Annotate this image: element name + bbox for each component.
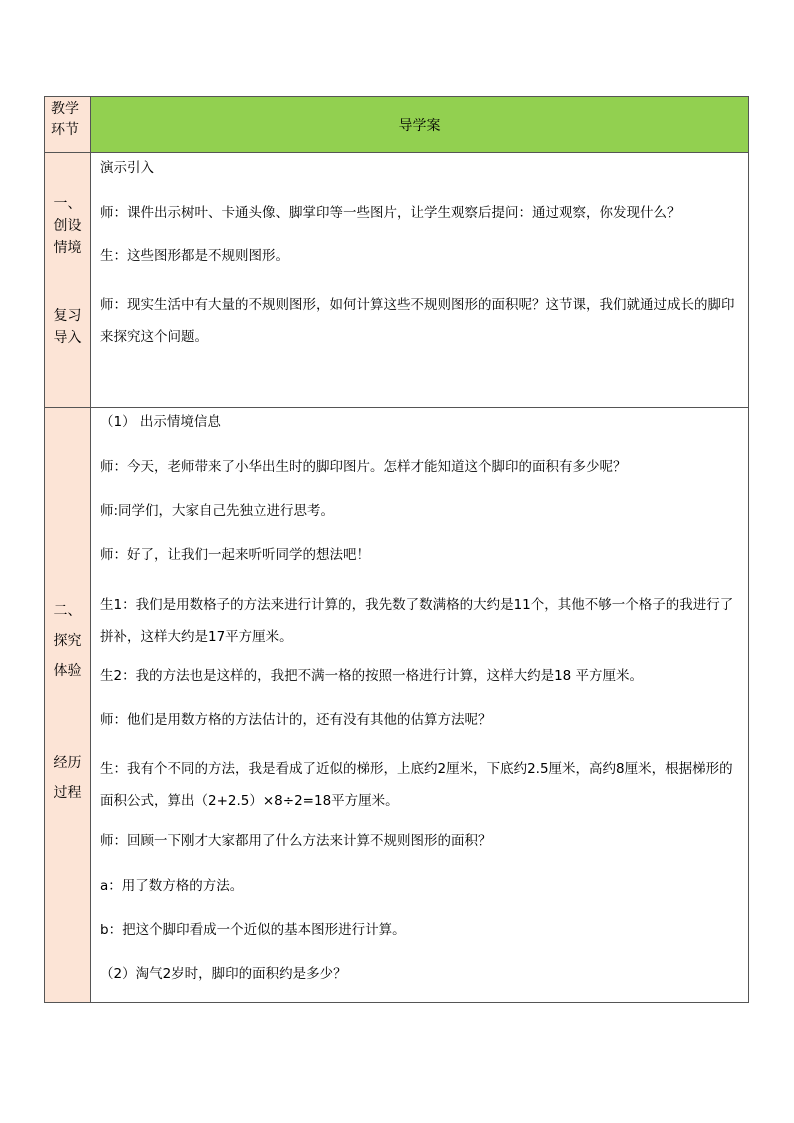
section2-paragraph: 师：今天，老师带来了小华出生时的脚印图片。怎样才能知道这个脚印的面积有多少呢？ xyxy=(100,459,627,475)
row-divider xyxy=(45,152,748,153)
section2-paragraph: （1） 出示情境信息 xyxy=(100,414,221,430)
section1-paragraph: 师：现实生活中有大量的不规则图形，如何计算这些不规则图形的面积呢？这节课，我们就通过成长的脚印来探究这个问题。 xyxy=(100,297,735,345)
section1-label-a: 一、创设情境 xyxy=(53,196,82,256)
section1-left-cell xyxy=(45,153,90,407)
section2-paragraph: （2）淘气2岁时，脚印的面积约是多少？ xyxy=(100,966,347,982)
section2-paragraph: 生2：我的方法也是这样的，我把不满一格的按照一格进行计算，这样大约是18 平方厘米。 xyxy=(100,668,644,684)
section2-paragraph: 师：回顾一下刚才大家都用了什么方法来计算不规则图形的面积？ xyxy=(100,833,492,849)
section1-paragraph: 生：这些图形都是不规则图形。 xyxy=(100,248,289,264)
header-left-cell xyxy=(45,97,90,152)
section2-paragraph: 师：好了，让我们一起来听听同学的想法吧！ xyxy=(100,547,370,563)
section2-label-b: 经历过程 xyxy=(53,755,82,801)
row-divider xyxy=(45,407,748,408)
header-col1-label: 教学环节 xyxy=(51,101,79,138)
section2-paragraph: 生1：我们是用数格子的方法来进行计算的，我先数了数满格的大约是11个，其他不够一个格子的我进行了拼补，这样大约是17平方厘米。 xyxy=(100,597,734,645)
section2-left-cell xyxy=(45,408,90,1002)
section2-paragraph: 师：他们是用数方格的方法估计的，还有没有其他的估算方法呢？ xyxy=(100,712,492,728)
section1-paragraph: 演示引入 xyxy=(100,160,154,176)
lesson-plan-table xyxy=(44,96,749,1003)
section2-paragraph: 师:同学们，大家自己先独立进行思考。 xyxy=(100,503,335,519)
section2-paragraph: 生：我有个不同的方法，我是看成了近似的梯形，上底约2厘米，下底约2.5厘米，高约8厘米，根据梯形的面积公式，算出（2+2.5）×8÷2=18平方厘米。 xyxy=(100,761,733,809)
section2-paragraph: a：用了数方格的方法。 xyxy=(100,878,244,894)
section2-label-a: 二、探究体验 xyxy=(53,603,82,679)
header-right-cell xyxy=(91,97,748,152)
column-divider xyxy=(90,97,91,1002)
section1-label-b: 复习导入 xyxy=(53,308,82,346)
section2-paragraph: b：把这个脚印看成一个近似的基本图形进行计算。 xyxy=(100,922,406,938)
section1-paragraph: 师：课件出示树叶、卡通头像、脚掌印等一些图片，让学生观察后提问：通过观察，你发现什么？ xyxy=(100,205,681,221)
header-title: 导学案 xyxy=(398,118,441,134)
